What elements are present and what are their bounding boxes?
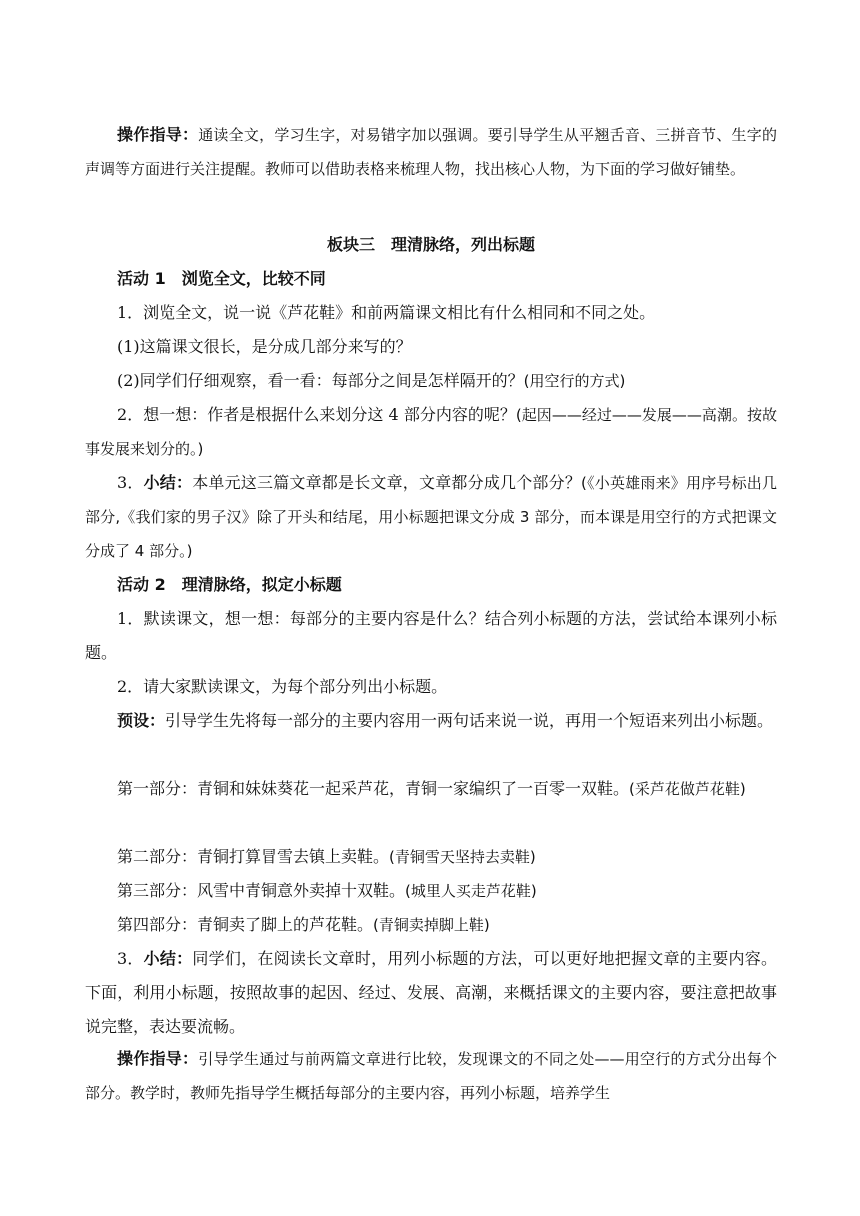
guidance-paragraph-2 <box>85 1042 777 1110</box>
guidance-label: 操作指导： <box>117 1049 199 1068</box>
section-title: 理清脉络，列出标题 <box>391 235 536 254</box>
guidance-text: 通读全文，学习生字，对易错字加以强调。要引导学生从平翘舌音、三拼音节、生字的声调等方面进行关注提醒。教师可以借助表格来梳理人物，找出核心人物，为下面的学习做好铺垫。 <box>85 126 777 178</box>
part-2-summary: 第二部分：青铜打算冒雪去镇上卖鞋。(青铜雪天坚持去卖鞋) <box>117 847 536 866</box>
activity-1-item-1: 1．浏览全文，说一说《芦花鞋》和前两篇课文相比有什么相同和不同之处。 <box>117 303 656 322</box>
guidance-label: 操作指导： <box>117 125 199 144</box>
activity-label: 活动 1 <box>117 269 166 288</box>
section-number: 板块三 <box>326 235 375 254</box>
activity-1-heading <box>85 262 777 296</box>
guidance-paragraph-1 <box>85 118 777 186</box>
part-3-summary: 第三部分：风雪中青铜意外卖掉十双鞋。(城里人买走芦花鞋) <box>117 881 537 900</box>
guidance-text: 引导学生通过与前两篇文章进行比较，发现课文的不同之处——用空行的方式分出每个部分。教学时，教师先指导学生概括每部分的主要内容，再列小标题，培养学生 <box>85 1050 777 1102</box>
activity-label: 活动 2 <box>117 575 166 594</box>
activity-1-sub-2: (2)同学们仔细观察，看一看：每部分之间是怎样隔开的？(用空行的方式) <box>117 371 626 390</box>
activity-2-item-1: 1．默读课文，想一想：每部分的主要内容是什么？结合列小标题的方法，尝试给本课列小标题。 <box>85 609 777 662</box>
section-heading <box>85 228 777 262</box>
activity-2-item-2: 2．请大家默读课文，为每个部分列出小标题。 <box>117 677 448 696</box>
activity-2-heading <box>85 568 777 602</box>
part-1-summary: 第一部分：青铜和妹妹葵花一起采芦花，青铜一家编织了一百零一双鞋。(采芦花做芦花鞋) <box>117 779 746 798</box>
activity-1-item-2: 2．想一想：作者是根据什么来划分这 4 部分内容的呢？(起因——经过——发展——高潮。按故事发展来划分的。) <box>85 405 777 458</box>
activity-title: 理清脉络，拟定小标题 <box>181 575 342 594</box>
part-4-summary: 第四部分：青铜卖了脚上的芦花鞋。(青铜卖掉脚上鞋) <box>117 915 490 934</box>
activity-1-item-3: 3．小结：本单元这三篇文章都是长文章，文章都分成几个部分？(《小英雄雨来》用序号标出几部分,《我们家的男子汉》除了开头和结尾，用小标题把课文分成 3 部分，而本课是用空行的方式把课文分成了 4 部分。) <box>85 473 777 560</box>
activity-1-sub-1: (1)这篇课文很长，是分成几部分来写的？ <box>117 337 412 356</box>
activity-2-item-3: 3．小结：同学们，在阅读长文章时，用列小标题的方法，可以更好地把握文章的主要内容。下面，利用小标题，按照故事的起因、经过、发展、高潮，来概括课文的主要内容，要注意把故事说完整，表达要流畅。 <box>85 949 777 1036</box>
preset-paragraph: 预设：引导学生先将每一部分的主要内容用一两句话来说一说，再用一个短语来列出小标题。 <box>117 711 774 730</box>
activity-title: 浏览全文，比较不同 <box>181 269 326 288</box>
